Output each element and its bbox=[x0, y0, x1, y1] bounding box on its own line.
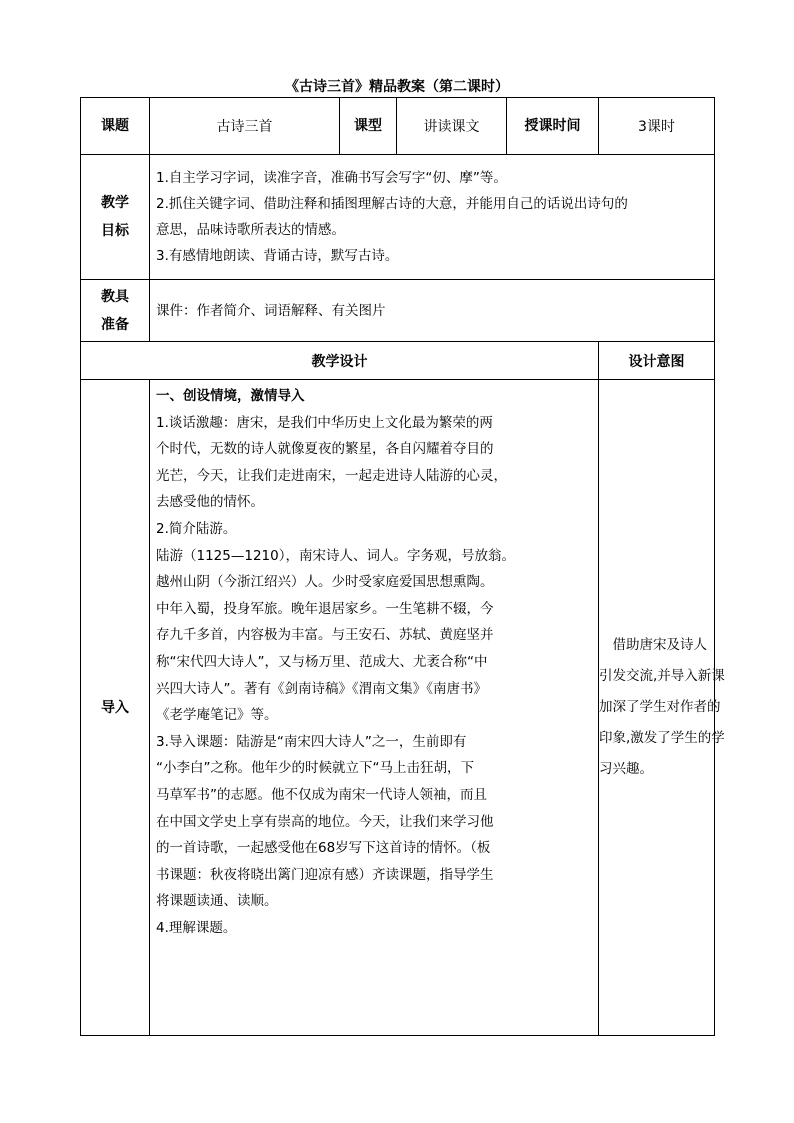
intro-line: 2.简介陆游。 bbox=[156, 520, 237, 537]
intro-line: 光芒，今天，让我们走进南宋，一起走进诗人陆游的心灵， bbox=[156, 467, 507, 484]
type-value: 讲读课文 bbox=[397, 98, 507, 155]
intro-line: 的一首诗歌，一起感受他在68岁写下这首诗的情怀。（板 bbox=[156, 840, 491, 857]
intro-line: 3.导入课题：陆游是“南宋四大诗人”之一，生前即有 bbox=[156, 733, 467, 750]
tools-row bbox=[81, 280, 715, 342]
intent-line: 引发交流,并导入新课 bbox=[599, 668, 725, 684]
time-value: 3课时 bbox=[599, 98, 715, 155]
intro-line: 陆游（1125—1210），南宋诗人、词人。字务观，号放翁。 bbox=[156, 547, 515, 564]
intro-intent bbox=[599, 380, 725, 1036]
intro-heading: 一、创设情境，激情导入 bbox=[156, 388, 305, 404]
intro-line: 越州山阴（今浙江绍兴）人。少时受家庭爱国思想熏陶。 bbox=[156, 574, 494, 591]
topic-value: 古诗三首 bbox=[150, 98, 340, 155]
tools-label: 教具 准备 bbox=[81, 280, 150, 342]
design-header: 教学设计 bbox=[81, 342, 599, 380]
intent-line: 印象,激发了学生的学 bbox=[599, 730, 725, 746]
goal-line: 2.抓住关键字词、借助注释和插图理解古诗的大意，并能用自己的话说出诗句的 bbox=[156, 196, 628, 212]
goal-line: 1.自主学习字词，读准字音，准确书写会写字“仞、摩”等。 bbox=[156, 170, 507, 186]
intro-row bbox=[81, 380, 715, 1036]
intro-line: 4.理解课题。 bbox=[156, 919, 237, 936]
intro-line: 存九千多首，内容极为丰富。与王安石、苏轼、黄庭坚并 bbox=[156, 627, 494, 644]
intro-line: 个时代，无数的诗人就像夏夜的繁星，各自闪耀着夺目的 bbox=[156, 441, 494, 458]
intro-line: 将课题读通、读顺。 bbox=[156, 893, 278, 910]
document-title: 《古诗三首》精品教案（第二课时） bbox=[285, 79, 509, 95]
goals-row bbox=[81, 155, 715, 280]
intro-line: 称“宋代四大诗人”，又与杨万里、范成大、尤袤合称“中 bbox=[156, 653, 488, 670]
lesson-plan-table bbox=[80, 97, 725, 1036]
tools-content: 课件：作者简介、词语解释、有关图片 bbox=[150, 280, 715, 342]
intro-line: 1.谈话激趣：唐宋，是我们中华历史上文化最为繁荣的两 bbox=[156, 414, 493, 431]
time-label: 授课时间 bbox=[507, 98, 599, 155]
goals-label: 教学 目标 bbox=[81, 155, 150, 280]
intent-header: 设计意图 bbox=[599, 342, 715, 380]
intro-line: 在中国文学史上享有崇高的地位。今天，让我们来学习他 bbox=[156, 813, 494, 830]
design-header-row bbox=[81, 342, 715, 380]
intro-label: 导入 bbox=[81, 380, 150, 1036]
intro-line: “小李白”之称。他年少的时候就立下“马上击狂胡，下 bbox=[156, 760, 474, 777]
intro-line: 去感受他的情怀。 bbox=[156, 494, 264, 511]
intro-content bbox=[150, 380, 599, 1036]
topic-label: 课题 bbox=[81, 98, 150, 155]
type-label: 课型 bbox=[340, 98, 397, 155]
intent-line: 习兴趣。 bbox=[599, 761, 653, 777]
info-row bbox=[81, 98, 715, 155]
goal-line: 意思，品味诗歌所表达的情感。 bbox=[156, 222, 345, 238]
intro-line: 书课题：秋夜将晓出篱门迎凉有感）齐读课题，指导学生 bbox=[156, 866, 494, 883]
intent-line: 加深了学生对作者的 bbox=[599, 699, 721, 715]
intro-line: 中年入蜀，投身军旅。晚年退居家乡。一生笔耕不辍，今 bbox=[156, 600, 494, 617]
goal-line: 3.有感情地朗读、背诵古诗，默写古诗。 bbox=[156, 248, 399, 264]
intent-line: 借助唐宋及诗人 bbox=[599, 637, 707, 653]
intro-line: 马草军书”的志愿。他不仅成为南宋一代诗人领袖，而且 bbox=[156, 786, 487, 803]
intro-line: 兴四大诗人”。著有《剑南诗稿》《渭南文集》《南唐书》 bbox=[156, 680, 487, 697]
goals-content bbox=[150, 155, 715, 280]
intro-line: 《老学庵笔记》等。 bbox=[156, 707, 278, 724]
